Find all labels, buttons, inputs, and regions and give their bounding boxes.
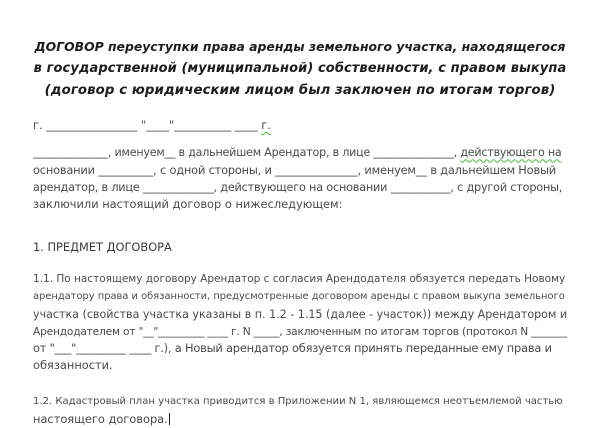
- clause-1-2-line-2: [33, 411, 567, 428]
- document-body[interactable]: [33, 0, 567, 428]
- spellcheck-underline: действующего на: [460, 146, 562, 160]
- clause-1-1-line-1: 1.1. По настоящему договору Арендатор с согласия Арендодателя обязуется передать Новому: [33, 273, 566, 286]
- clause-1-1-line-4: Арендодателем от "__"_________ ____ г. N _____, заключенным по итогам торгов (протокол N _______: [33, 324, 568, 338]
- parties-line-4: заключили настоящий договор о нижеследующем:: [33, 197, 343, 211]
- title-line-2: в государственной (муниципальной) собственности, с правом выкупа: [33, 61, 567, 76]
- place-and-date-line[interactable]: г. ________________ "____"__________ ____ г.: [33, 118, 271, 132]
- clause-1-1-line-3: участка (свойства участка указаны в п. 1.2 - 1.15 (далее - участок)) между Арендатором и: [33, 307, 568, 321]
- clause-1-2-line-2-text: настоящего договора.: [33, 411, 168, 426]
- spellcheck-underline: г.: [261, 118, 271, 132]
- clause-1-1-line-6: обязанности.: [33, 358, 113, 373]
- section-heading-subject-of-contract: 1. ПРЕДМЕТ ДОГОВОРА: [33, 240, 172, 255]
- document-title: [33, 0, 567, 102]
- title-line-1: ДОГОВОР переуступки права аренды земельного участка, находящегося: [34, 39, 566, 54]
- parties-paragraph[interactable]: [33, 144, 567, 213]
- clause-1-2-line-1: 1.2. Кадастровый план участка приводится в Приложении N 1, являющемся неотъемлемой частью: [33, 396, 563, 408]
- parties-line-2: основании __________, с одной стороны, и _______________, именуем__ в дальнейшем Новый: [33, 162, 556, 177]
- clause-1-1-line-5: от "___"_________ ____ г.), а Новый арендатор обязуется принять переданные ему права и: [33, 341, 552, 356]
- title-line-3: (договор с юридическим лицом был заключен по итогам торгов): [44, 83, 556, 98]
- clause-1-1-line-2: арендатору права и обязанности, предусмотренные договором аренды с правом выкупа земельного: [33, 291, 565, 303]
- parties-line-1: ______________, именуем__ в дальнейшем Арендатор, в лице _______________, действующего на: [33, 146, 562, 160]
- parties-line-3: арендатор, в лице _____________, действующего на основании ___________, с другой стороны,: [33, 180, 563, 194]
- clause-1-1[interactable]: [33, 271, 567, 374]
